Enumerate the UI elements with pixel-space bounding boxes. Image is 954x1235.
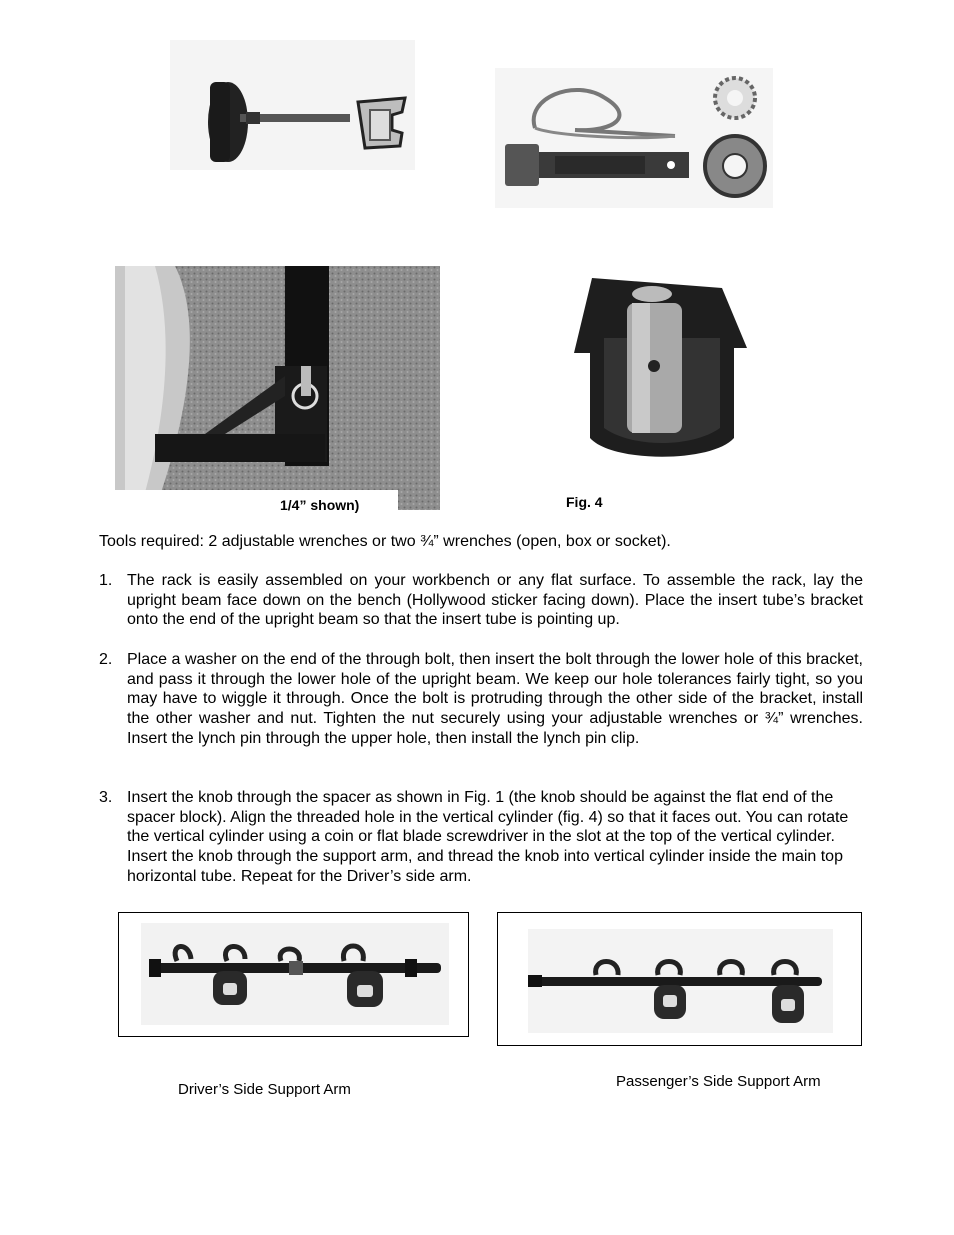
passenger-arm-caption: Passenger’s Side Support Arm — [616, 1073, 821, 1090]
step-text: Insert the knob through the spacer as shown in Fig. 1 (the knob should be against the flat end of the spacer block). Align the threaded hole in the vertical cylinder (fig. 4) so that it faces out. You can rotate the vertical cylinder using a coin or flat blade screwdriver in the slot at the top of the vertical cylinder. Insert the knob through the support arm, and thread the knob into vertical cylinder inside the main top horizontal tube. Repeat for the Driver’s side arm. — [127, 789, 849, 885]
knob-and-spacer-photo — [170, 40, 415, 170]
driver-arm-photo — [119, 913, 468, 1036]
step-number: 2. — [99, 651, 113, 668]
insert-tube-caption: 1/4” shown) — [280, 497, 360, 513]
step-1 — [99, 571, 863, 631]
driver-arm-caption: Driver’s Side Support Arm — [178, 1081, 351, 1098]
step-2 — [99, 650, 863, 770]
tools-required-text: Tools required: 2 adjustable wrenches or two ¾” wrenches (open, box or socket). — [99, 533, 671, 550]
step-text: The rack is easily assembled on your workbench or any flat surface. To assemble the rack, lay the upright beam face down on the bench (Hollywood sticker facing down). Place the insert tube’s bracket onto the end of the upright beam so that the insert tube is pointing up. — [127, 572, 863, 629]
fig-4-caption: Fig. 4 — [566, 494, 603, 510]
step-3 — [99, 788, 863, 888]
hitch-assembly-photo — [115, 266, 440, 510]
bolt-pin-washer-photo — [495, 68, 773, 208]
passenger-arm-frame — [497, 912, 862, 1046]
step-number: 1. — [99, 572, 113, 589]
step-number: 3. — [99, 789, 113, 806]
driver-arm-frame — [118, 912, 469, 1037]
step-text: Place a washer on the end of the through bolt, then insert the bolt through the lower hole of this bracket, and pass it through the lower hole of the upright beam. We keep our hole tolerances fairly tight, so you may have to wiggle it through. Once the bolt is protruding through the other side of the bracket, install the other washer and nut. Tighten the nut securely using your adjustable wrenches or ¾” wrenches. Insert the lynch pin through the upper hole, then install the lynch pin clip. — [127, 651, 863, 747]
passenger-arm-photo — [498, 913, 861, 1045]
fig-4-tube-photo — [572, 278, 752, 460]
